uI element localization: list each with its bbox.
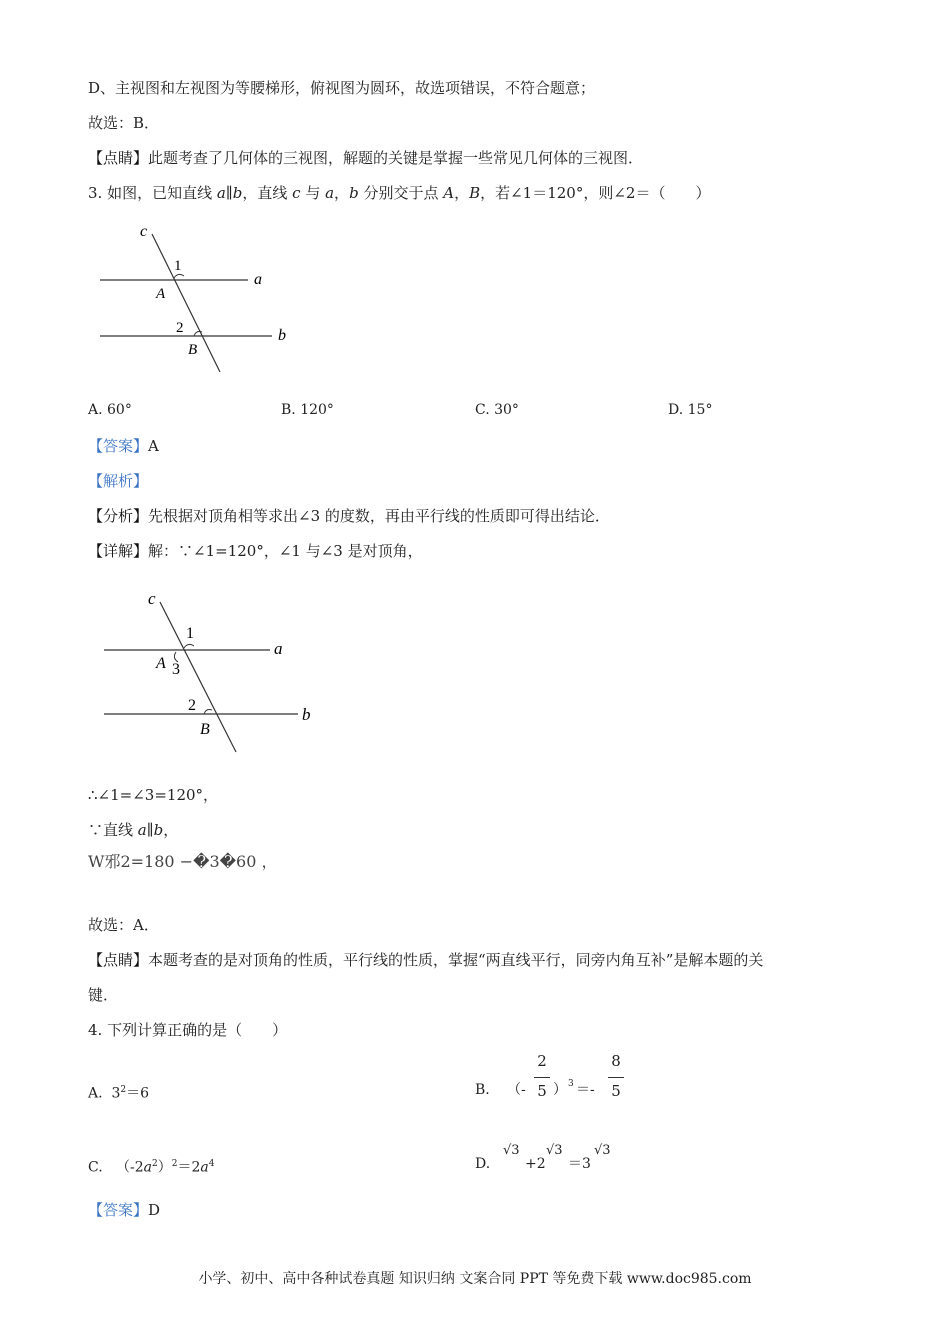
q3-var: a — [325, 184, 335, 202]
q3-var: A — [443, 184, 455, 202]
label-a: a — [254, 271, 262, 288]
q3-text: 3. 如图，已知直线 — [88, 184, 217, 202]
choose-line: 故选：A． — [88, 916, 159, 934]
question-3-stem — [88, 183, 710, 203]
fenxi-tag: 【分析】 — [88, 507, 149, 525]
label-1: 1 — [174, 258, 182, 274]
step-var: b — [153, 821, 164, 839]
option-label: B. — [475, 1082, 490, 1098]
option-exp: 4 — [208, 1159, 215, 1169]
fenxi-line — [88, 506, 610, 526]
option-text: ＝2 — [177, 1159, 201, 1176]
option-text: （- — [507, 1082, 526, 1098]
label-b: b — [302, 705, 311, 724]
q3-var: a — [216, 184, 226, 202]
label-1: 1 — [186, 625, 194, 642]
q3-text: ， — [454, 184, 470, 202]
q3-var: c — [292, 184, 301, 202]
label-B: B — [200, 721, 210, 738]
answer-tag: 【答案】 — [88, 437, 149, 455]
answer-line — [88, 436, 159, 456]
q3-text: 与 — [300, 184, 326, 202]
option-text: （-2 — [116, 1159, 144, 1176]
option-text: ） — [553, 1082, 567, 1098]
option-var: a — [200, 1159, 209, 1176]
q4-option-c — [88, 1154, 215, 1178]
label-2: 2 — [188, 697, 196, 714]
fraction-denominator: 5 — [611, 1082, 621, 1100]
label-c: c — [148, 589, 156, 608]
q3-var: B — [469, 184, 481, 202]
answer-value: D — [148, 1201, 161, 1219]
option-d: D. 15° — [668, 402, 713, 418]
q3-text: ，直线 — [242, 184, 293, 202]
question-4-stem: 4. 下列计算正确的是（ ） — [88, 1021, 288, 1039]
text-line: D、主视图和左视图为等腰梯形，俯视图为圆环，故选项错误，不符合题意； — [88, 79, 596, 97]
step-parallel: ∥ — [146, 821, 154, 839]
sqrt-three: √3 — [546, 1143, 563, 1158]
option-exp: 2 — [152, 1159, 158, 1169]
xiangjie-tag: 【详解】 — [88, 542, 149, 560]
option-exp: 3 — [568, 1079, 574, 1089]
tip-line-2 — [88, 950, 763, 970]
label-B: B — [188, 342, 198, 358]
option-text: +2 — [525, 1156, 546, 1172]
option-text: ） — [157, 1159, 172, 1176]
label-b: b — [278, 327, 286, 344]
sqrt-three: √3 — [503, 1143, 520, 1158]
page-footer: 小学、初中、高中各种试卷真题 知识归纳 文案合同 PPT 等免费下载 www.doc985.com — [198, 1271, 752, 1287]
answer-line-4 — [88, 1200, 160, 1220]
step-2 — [88, 820, 178, 840]
label-A: A — [156, 655, 166, 672]
option-a: A. 60° — [88, 402, 132, 418]
tip-line — [88, 148, 643, 168]
q4-option-a — [88, 1080, 149, 1104]
option-c: C. 30° — [475, 402, 519, 418]
sqrt-three: √3 — [594, 1143, 611, 1158]
option-exp: 2 — [171, 1159, 178, 1169]
label-2: 2 — [176, 320, 184, 336]
option-text: ＝6 — [126, 1085, 150, 1102]
step-3-garbled: W邪2=180 −�3�60 ， — [88, 852, 278, 871]
fraction-bar — [534, 1077, 550, 1078]
answer-tag: 【答案】 — [88, 1201, 149, 1219]
option-label: D. — [475, 1156, 491, 1172]
fraction-bar — [608, 1077, 624, 1078]
parallel-lines-figure-2 — [92, 582, 332, 762]
q3-text: ，若∠1＝120°，则∠2＝（ ） — [480, 184, 711, 202]
label-A: A — [156, 286, 166, 302]
tip-line-2-cont: 键． — [88, 986, 119, 1004]
q3-var: b — [232, 184, 243, 202]
option-text: ＝3 — [568, 1156, 591, 1172]
step-var: a — [137, 821, 147, 839]
step-text: ， — [163, 821, 179, 839]
option-b: B. 120° — [281, 402, 334, 418]
q3-var: b — [349, 184, 359, 202]
step-1: ∴∠1=∠3=120°， — [88, 786, 219, 804]
fraction-numerator: 2 — [537, 1052, 547, 1070]
fraction-numerator: 8 — [611, 1052, 621, 1070]
analysis-tag: 【解析】 — [88, 472, 149, 490]
xiangjie-line — [88, 541, 423, 561]
option-text: 3 — [111, 1085, 121, 1102]
xiangjie-text: 解：∵∠1=120°，∠1 与∠3 是对顶角， — [148, 542, 423, 560]
step-text: ∵直线 — [88, 821, 138, 839]
q3-text: ， — [334, 184, 350, 202]
fraction-denominator: 5 — [537, 1082, 547, 1100]
option-text: ＝- — [576, 1082, 595, 1098]
q3-text: 分别交于点 — [358, 184, 444, 202]
analysis-line — [88, 471, 148, 491]
tip-text: 本题考查的是对顶角的性质，平行线的性质，掌握“两直线平行，同旁内角互补”是解本题的关 — [148, 951, 764, 969]
option-exp: 2 — [120, 1085, 127, 1095]
label-3: 3 — [172, 661, 180, 678]
answer-value: A — [148, 437, 159, 455]
parallel-lines-figure-1 — [90, 218, 310, 378]
tip-tag: 【点睛】 — [88, 149, 149, 167]
q3-parallel: ∥ — [225, 184, 233, 202]
label-c: c — [140, 223, 148, 240]
option-label: C. — [88, 1159, 103, 1176]
tip-text: 此题考查了几何体的三视图，解题的关键是掌握一些常见几何体的三视图． — [148, 149, 644, 167]
label-a: a — [274, 639, 283, 658]
option-var: a — [143, 1159, 153, 1176]
tip-tag: 【点睛】 — [88, 951, 149, 969]
text-line: 故选：B． — [88, 114, 160, 132]
fenxi-text: 先根据对顶角相等求出∠3 的度数，再由平行线的性质即可得出结论． — [148, 507, 610, 525]
option-label: A. — [88, 1085, 103, 1102]
